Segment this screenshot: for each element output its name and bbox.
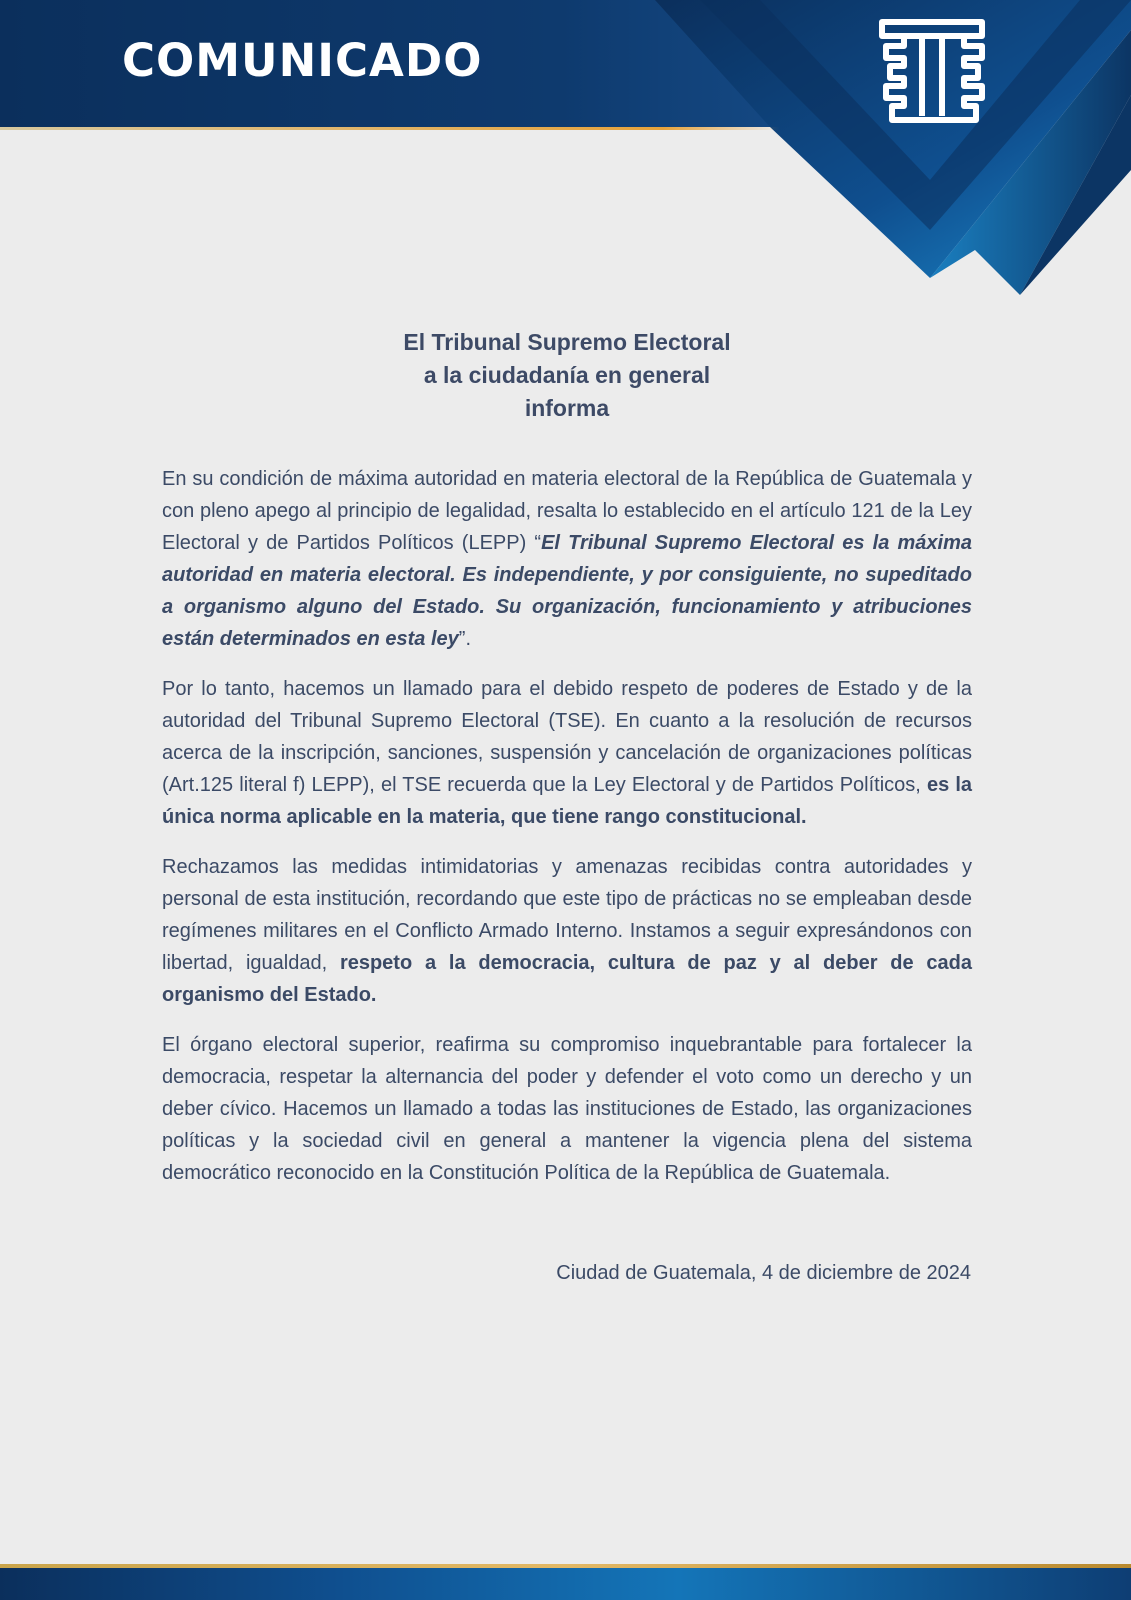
paragraph-1-quote: El Tribunal Supremo Electoral es la máxima autoridad en materia electoral. Es independiente, y por consiguiente, no supeditado a organismo alguno del Estado. Su organización, funcionamiento y atribuciones están determinados en esta ley [162,532,972,650]
paragraph-3-text: Rechazamos las medidas intimidatorias y amenazas recibidas contra autoridades y personal de esta institución, recordando que este tipo de prácticas no se empleaban desde regímenes militares en el Conflicto Armado Interno. Instamos a seguir expresándonos con libertad, igualdad, [162,856,972,974]
tse-logo-icon [878,18,986,130]
place-date: Ciudad de Guatemala, 4 de diciembre de 2024 [556,1262,971,1284]
communique-heading [162,326,972,425]
paragraph-4-text: El órgano electoral superior, reafirma su compromiso inquebrantable para fortalecer la democracia, respetar la alternancia del poder y defender el voto como un derecho y un deber cívico. Hacemos un llamado a todas las instituciones de Estado, las organizaciones políticas y la sociedad civil en general a mantener la vigencia plena del sistema democrático reconocido en la Constitución Política de la República de Guatemala. [162,1034,972,1184]
paragraph-1 [162,463,972,655]
paragraph-1-end: ”. [458,628,472,650]
paragraph-3-bold: respeto a la democracia, cultura de paz y al deber de cada organismo del Estado. [162,952,973,1006]
heading-line-1: El Tribunal Supremo Electoral [403,329,731,355]
paragraph-4 [162,1029,972,1189]
paragraph-1-text: En su condición de máxima autoridad en materia electoral de la República de Guatemala y con pleno apego al principio de legalidad, resalta lo establecido en el artículo 121 de la Ley Electoral y de Partidos Políticos (LEPP) “ [162,468,972,554]
header-gold-line [0,127,780,130]
communique-body [162,326,972,1207]
paragraph-3 [162,851,972,1011]
paragraph-2-bold: es la única norma aplicable en la materia, que tiene rango constitucional. [162,774,973,828]
footer-band [0,1568,1131,1600]
page-title: COMUNICADO [122,34,483,87]
heading-line-3: informa [524,395,610,421]
heading-line-2: a la ciudadanía en general [423,362,711,388]
paragraph-2-text: Por lo tanto, hacemos un llamado para el debido respeto de poderes de Estado y de la autoridad del Tribunal Supremo Electoral (TSE). En cuanto a la resolución de recursos acerca de la inscripción, sanciones, suspensión y cancelación de organizaciones políticas (Art.125 literal f) LEPP), el TSE recuerda que la Ley Electoral y de Partidos Políticos, [162,678,972,796]
paragraph-2 [162,673,972,833]
